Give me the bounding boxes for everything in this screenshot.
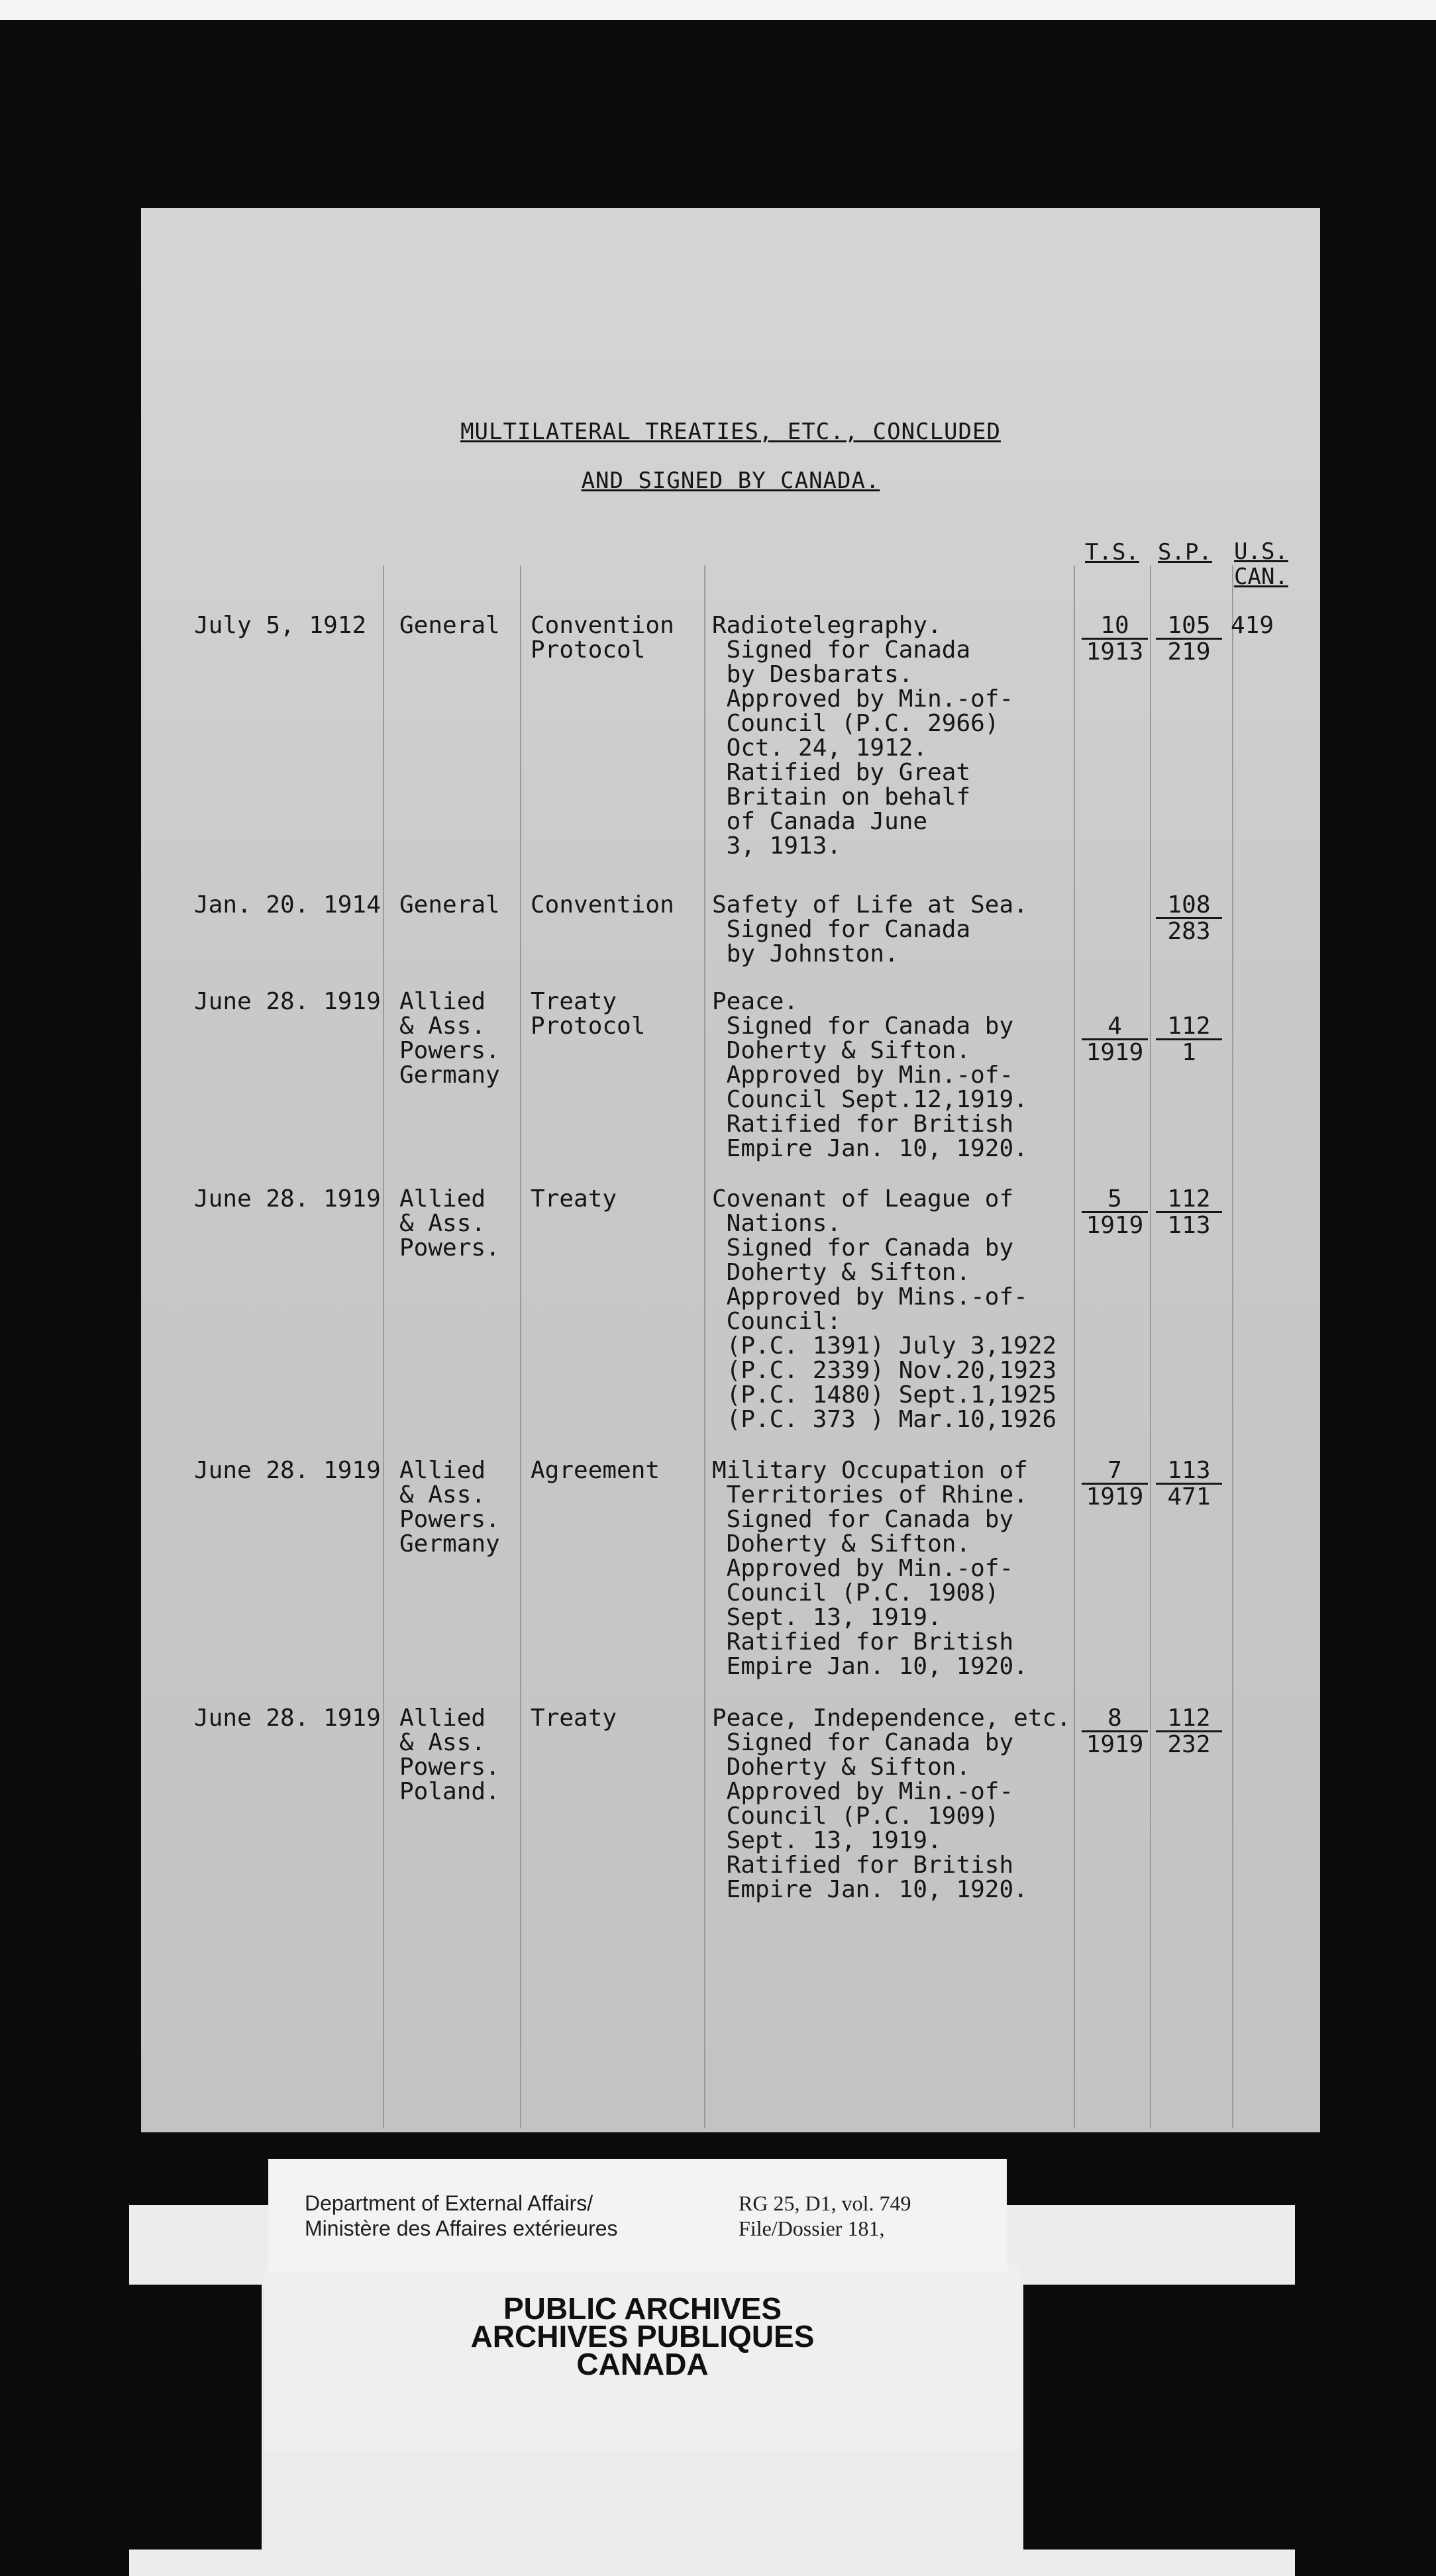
treaty-subject bbox=[712, 989, 1028, 1161]
treaty-parties bbox=[399, 893, 500, 917]
document-subtitle: AND SIGNED BY CANADA. bbox=[581, 468, 880, 494]
treaty-sp-ref-page: 1 bbox=[1182, 1039, 1196, 1066]
treaty-sp-ref-volume: 108 bbox=[1156, 893, 1222, 919]
treaty-type-line: Treaty bbox=[531, 1705, 617, 1732]
treaty-type-line: Convention bbox=[531, 612, 674, 639]
stamp-country: CANADA bbox=[576, 2347, 709, 2381]
column-rule bbox=[1232, 566, 1233, 2128]
film-top-strip bbox=[0, 0, 1436, 20]
treaty-ts-ref-page: 1919 bbox=[1086, 1731, 1144, 1758]
treaty-subject bbox=[712, 1706, 1071, 1902]
treaty-sp-ref-volume: 112 bbox=[1156, 1187, 1222, 1213]
treaty-subject-line: (P.C. 1391) July 3,1922 bbox=[712, 1332, 1057, 1360]
treaty-date: June 28. 1919 bbox=[194, 1185, 381, 1213]
treaty-parties-line: Powers. bbox=[399, 1037, 500, 1064]
treaty-ts-ref-volume: 5 bbox=[1082, 1187, 1148, 1213]
treaty-type bbox=[531, 1706, 617, 1730]
treaty-parties-line: Allied bbox=[399, 988, 486, 1015]
public-archives-stamp bbox=[265, 2291, 1020, 2381]
treaty-subject-line: (P.C. 373 ) Mar.10,1926 bbox=[712, 1406, 1057, 1433]
treaty-ts-ref bbox=[1082, 1706, 1148, 1757]
treaty-date: Jan. 20. 1914 bbox=[194, 891, 381, 918]
treaty-type bbox=[531, 989, 645, 1038]
treaty-subject-line: Sept. 13, 1919. bbox=[712, 1604, 942, 1631]
treaty-sp-ref bbox=[1156, 1014, 1222, 1065]
treaty-sp-ref bbox=[1156, 893, 1222, 944]
treaty-sp-ref bbox=[1156, 1187, 1222, 1238]
treaty-type bbox=[531, 1458, 660, 1483]
treaty-sp-ref bbox=[1156, 1458, 1222, 1509]
treaty-subject-line: Ratified for British bbox=[712, 1852, 1014, 1879]
treaty-subject-line: Council (P.C. 2966) bbox=[712, 710, 1000, 737]
treaty-parties-line: & Ass. bbox=[399, 1013, 486, 1040]
treaty-subject-line: Signed for Canada by bbox=[712, 1234, 1014, 1262]
treaty-subject-line: Approved by Min.-of- bbox=[712, 1555, 1014, 1582]
treaty-subject-line: Ratified for British bbox=[712, 1628, 1014, 1656]
treaty-sp-ref-volume: 113 bbox=[1156, 1458, 1222, 1485]
treaty-subject-line: Empire Jan. 10, 1920. bbox=[712, 1653, 1028, 1680]
archive-reference-label bbox=[268, 2159, 1007, 2271]
treaty-parties-line: Poland. bbox=[399, 1778, 500, 1805]
treaty-type bbox=[531, 613, 674, 662]
treaty-type-line: Agreement bbox=[531, 1457, 660, 1484]
treaty-sp-ref-page: 113 bbox=[1167, 1212, 1211, 1239]
treaty-subject-line: Oct. 24, 1912. bbox=[712, 734, 928, 762]
treaty-sp-ref-page: 219 bbox=[1167, 638, 1211, 666]
treaty-parties-line: Allied bbox=[399, 1185, 486, 1213]
treaty-type-line: Protocol bbox=[531, 1013, 646, 1040]
treaty-parties-line: General bbox=[399, 891, 500, 918]
treaty-subject-line: Empire Jan. 10, 1920. bbox=[712, 1876, 1028, 1903]
treaty-subject bbox=[712, 893, 1028, 966]
treaty-subject-line: Doherty & Sifton. bbox=[712, 1754, 971, 1781]
column-rule bbox=[1150, 566, 1151, 2128]
treaty-sp-ref-page: 471 bbox=[1167, 1483, 1211, 1511]
treaty-sp-ref-volume: 112 bbox=[1156, 1014, 1222, 1040]
header-us: U.S. bbox=[1234, 538, 1288, 565]
treaty-parties bbox=[399, 1706, 500, 1804]
treaty-type-line: Treaty bbox=[531, 988, 617, 1015]
treaty-subject-line: 3, 1913. bbox=[712, 832, 842, 860]
treaty-sp-ref bbox=[1156, 613, 1222, 664]
treaty-subject-line: Doherty & Sifton. bbox=[712, 1259, 971, 1286]
header-can: CAN. bbox=[1234, 564, 1288, 590]
header-ts: T.S. bbox=[1085, 539, 1139, 566]
treaty-subject-line: Covenant of League of bbox=[712, 1185, 1014, 1213]
treaty-subject-line: Safety of Life at Sea. bbox=[712, 891, 1028, 918]
treaty-subject-line: (P.C. 1480) Sept.1,1925 bbox=[712, 1381, 1057, 1409]
treaty-parties bbox=[399, 613, 500, 638]
treaty-subject-line: Doherty & Sifton. bbox=[712, 1037, 971, 1064]
treaty-sp-ref bbox=[1156, 1706, 1222, 1757]
treaty-parties-line: Powers. bbox=[399, 1506, 500, 1533]
record-group: RG 25, D1, vol. 749 bbox=[739, 2191, 911, 2215]
treaty-type bbox=[531, 1187, 617, 1211]
column-rule bbox=[1074, 566, 1075, 2128]
treaty-ts-ref-page: 1919 bbox=[1086, 1039, 1144, 1066]
treaty-ts-ref-volume: 7 bbox=[1082, 1458, 1148, 1485]
treaty-subject-line: Signed for Canada by bbox=[712, 1013, 1014, 1040]
department-fr: Ministère des Affaires extérieures bbox=[305, 2216, 618, 2240]
department-en: Department of External Affairs/ bbox=[305, 2191, 593, 2215]
treaty-subject-line: Signed for Canada by bbox=[712, 1506, 1014, 1533]
treaty-ts-ref-page: 1913 bbox=[1086, 638, 1144, 666]
treaty-parties-line: & Ass. bbox=[399, 1481, 486, 1509]
treaty-parties-line: Germany bbox=[399, 1530, 500, 1558]
treaty-subject-line: Ratified by Great bbox=[712, 759, 971, 786]
treaty-us-can-ref: 419 bbox=[1231, 612, 1274, 639]
stamp-fr: ARCHIVES PUBLIQUES bbox=[470, 2319, 815, 2353]
treaty-parties-line: General bbox=[399, 612, 500, 639]
treaty-subject-line: Signed for Canada bbox=[712, 636, 971, 664]
treaty-subject-line: Council Sept.12,1919. bbox=[712, 1086, 1028, 1113]
treaty-subject-line: Council (P.C. 1909) bbox=[712, 1803, 1000, 1830]
treaty-parties-line: Allied bbox=[399, 1705, 486, 1732]
file-number: File/Dossier 181, bbox=[739, 2216, 885, 2240]
stamp-en: PUBLIC ARCHIVES bbox=[503, 2291, 782, 2326]
document-page bbox=[141, 208, 1320, 2132]
column-rule bbox=[383, 566, 384, 2128]
treaty-parties-line: & Ass. bbox=[399, 1210, 486, 1237]
treaty-subject-line: Council (P.C. 1908) bbox=[712, 1579, 1000, 1607]
card-cutout bbox=[129, 2285, 262, 2550]
treaty-date: June 28. 1919 bbox=[194, 1705, 381, 1732]
treaty-sp-ref-volume: 112 bbox=[1156, 1706, 1222, 1732]
treaty-ts-ref-volume: 8 bbox=[1082, 1706, 1148, 1732]
treaty-subject-line: Territories of Rhine. bbox=[712, 1481, 1028, 1509]
treaty-ts-ref bbox=[1082, 1187, 1148, 1238]
treaty-ts-ref bbox=[1082, 613, 1148, 664]
treaty-subject-line: by Johnston. bbox=[712, 940, 899, 967]
archive-reference bbox=[739, 2191, 911, 2241]
treaty-ts-ref-page: 1919 bbox=[1086, 1483, 1144, 1511]
treaty-type bbox=[531, 893, 674, 917]
treaty-type-line: Protocol bbox=[531, 636, 646, 664]
treaty-subject-line: Signed for Canada bbox=[712, 916, 971, 943]
treaty-subject-line: Approved by Min.-of- bbox=[712, 685, 1014, 713]
treaty-parties bbox=[399, 1458, 500, 1556]
treaty-date: July 5, 1912 bbox=[194, 612, 367, 639]
treaty-subject-line: Radiotelegraphy. bbox=[712, 612, 942, 639]
treaty-parties bbox=[399, 989, 500, 1087]
treaty-subject-line: of Canada June bbox=[712, 808, 928, 835]
treaty-parties-line: & Ass. bbox=[399, 1729, 486, 1756]
treaty-subject-line: Empire Jan. 10, 1920. bbox=[712, 1135, 1028, 1162]
treaty-subject-line: Signed for Canada by bbox=[712, 1729, 1014, 1756]
treaty-subject-line: Ratified for British bbox=[712, 1111, 1014, 1138]
treaty-subject-line: Nations. bbox=[712, 1210, 842, 1237]
treaty-subject bbox=[712, 1187, 1056, 1432]
treaty-subject-line: Approved by Mins.-of- bbox=[712, 1283, 1028, 1311]
card-cutout bbox=[1023, 2285, 1295, 2550]
treaty-subject bbox=[712, 1458, 1028, 1679]
treaty-ts-ref-page: 1919 bbox=[1086, 1212, 1144, 1239]
treaty-sp-ref-page: 283 bbox=[1167, 918, 1211, 945]
treaty-parties-line: Powers. bbox=[399, 1754, 500, 1781]
treaty-type-line: Convention bbox=[531, 891, 674, 918]
treaty-subject-line: Peace. bbox=[712, 988, 799, 1015]
treaty-subject-line: by Desbarats. bbox=[712, 661, 913, 688]
treaty-ts-ref bbox=[1082, 1014, 1148, 1065]
treaty-subject-line: Britain on behalf bbox=[712, 783, 971, 811]
treaty-sp-ref-page: 232 bbox=[1167, 1731, 1211, 1758]
treaty-subject-line: (P.C. 2339) Nov.20,1923 bbox=[712, 1357, 1057, 1384]
treaty-subject-line: Approved by Min.-of- bbox=[712, 1062, 1014, 1089]
treaty-parties-line: Allied bbox=[399, 1457, 486, 1484]
treaty-date: June 28. 1919 bbox=[194, 1457, 381, 1484]
treaty-subject-line: Doherty & Sifton. bbox=[712, 1530, 971, 1558]
document-title: MULTILATERAL TREATIES, ETC., CONCLUDED bbox=[460, 419, 1001, 445]
treaty-sp-ref-volume: 105 bbox=[1156, 613, 1222, 640]
treaty-ts-ref-volume: 4 bbox=[1082, 1014, 1148, 1040]
treaty-ts-ref-volume: 10 bbox=[1082, 613, 1148, 640]
treaty-subject-line: Approved by Min.-of- bbox=[712, 1778, 1014, 1805]
header-us-can bbox=[1234, 539, 1288, 589]
department-name bbox=[305, 2191, 618, 2241]
treaty-subject-line: Peace, Independence, etc. bbox=[712, 1705, 1071, 1732]
treaty-subject-line: Sept. 13, 1919. bbox=[712, 1827, 942, 1854]
treaty-subject-line: Military Occupation of bbox=[712, 1457, 1028, 1484]
treaty-subject bbox=[712, 613, 1013, 858]
treaty-subject-line: Council: bbox=[712, 1308, 842, 1335]
column-rule bbox=[520, 566, 521, 2128]
treaty-parties-line: Germany bbox=[399, 1062, 500, 1089]
treaty-parties bbox=[399, 1187, 500, 1260]
column-rule bbox=[704, 566, 705, 2128]
treaty-parties-line: Powers. bbox=[399, 1234, 500, 1262]
treaty-type-line: Treaty bbox=[531, 1185, 617, 1213]
treaty-ts-ref bbox=[1082, 1458, 1148, 1509]
treaty-date: June 28. 1919 bbox=[194, 988, 381, 1015]
header-sp: S.P. bbox=[1158, 539, 1212, 566]
